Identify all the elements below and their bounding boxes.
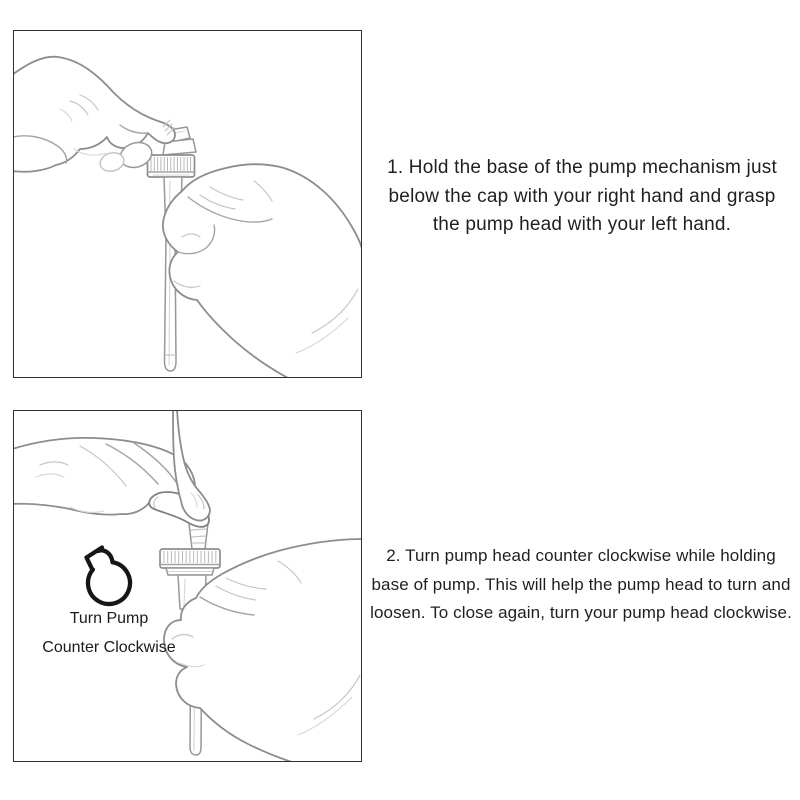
pump-cap-drawing [148,155,195,177]
turn-pump-label [19,604,199,662]
hands-turning-pump-drawing [14,411,361,761]
turn-pump-label-line1: Turn Pump [69,610,149,627]
instruction-line: 1. Hold the base of the pump mechanism just [387,157,777,178]
instruction-line: 2. Turn pump head counter clockwise while holding [386,546,776,565]
left-hand-drawing [14,57,175,174]
instruction-line: loosen. To close again, turn your pump head clockwise. [370,603,792,622]
instruction-line: below the cap with your right hand and grasp [388,185,776,207]
hands-holding-pump-drawing [14,31,361,377]
step2-illustration-panel [13,410,362,762]
instruction-step-1 [366,154,798,240]
counter-clockwise-arrow-icon [87,548,130,604]
instruction-line: base of pump. This will help the pump head to turn and [371,574,791,594]
instruction-line: the pump head with your left hand. [432,214,732,235]
right-hand-drawing [163,164,361,377]
instruction-step-2 [362,542,800,628]
pump-cap-drawing [160,549,220,575]
turn-pump-label-line2: Counter Clockwise [42,639,176,656]
step1-illustration-panel [13,30,362,378]
